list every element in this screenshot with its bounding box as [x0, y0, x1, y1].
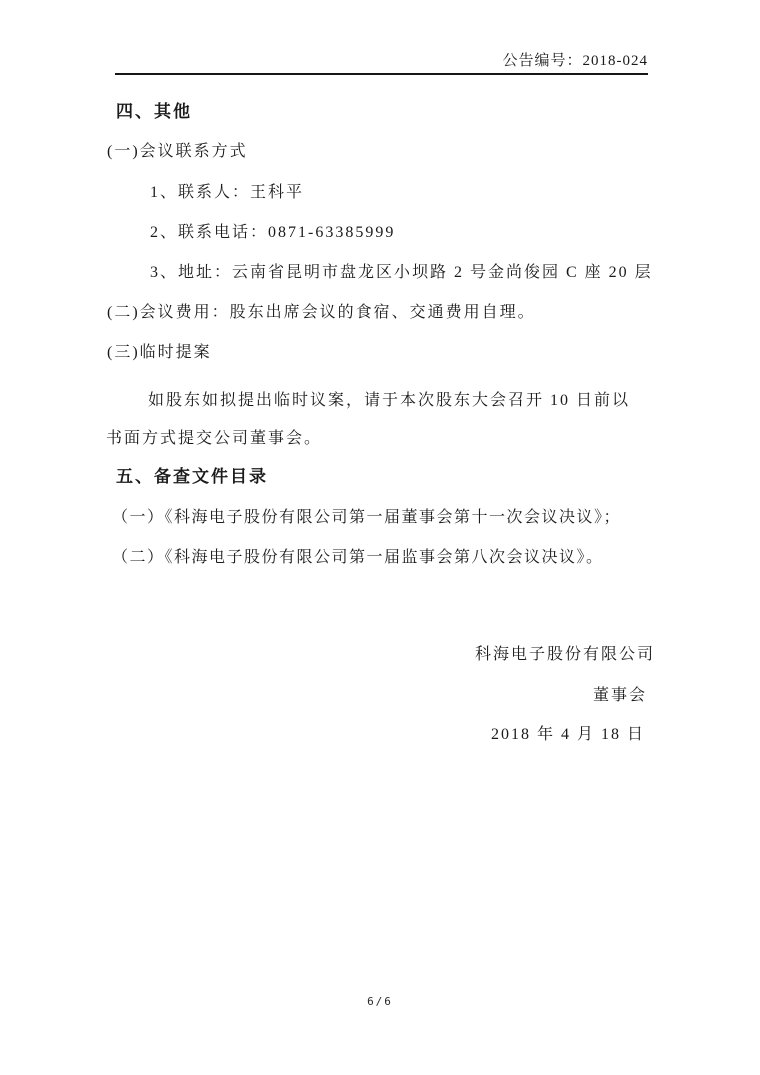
reference-document-item: （一）《科海电子股份有限公司第一届董事会第十一次会议决议》； — [112, 509, 622, 526]
meeting-fee-item: (二)会议费用：股东出席会议的食宿、交通费用自理。 — [107, 304, 536, 321]
section-four-title: 四、其他 — [116, 102, 192, 121]
signature-date: 2018 年 4 月 18 日 — [490, 726, 645, 743]
interim-proposal-text-line1: 如股东如拟提出临时议案，请于本次股东大会召开 10 日前以 — [148, 392, 631, 409]
contact-person: 1、联系人：王科平 — [150, 184, 305, 201]
contact-address: 3、地址：云南省昆明市盘龙区小坝路 2 号金尚俊园 C 座 20 层 — [150, 264, 653, 281]
interim-proposal-heading: (三)临时提案 — [107, 344, 212, 361]
section-five-title: 五、备查文件目录 — [116, 467, 268, 486]
page-number: 6/6 — [367, 995, 393, 1008]
header-divider — [115, 73, 648, 75]
contact-phone: 2、联系电话：0871-63385999 — [150, 224, 396, 241]
reference-document-item: （二）《科海电子股份有限公司第一届监事会第八次会议决议》。 — [112, 549, 604, 566]
announcement-number: 公告编号：2018-024 — [502, 53, 648, 69]
interim-proposal-text-line2: 书面方式提交公司董事会。 — [106, 430, 323, 447]
signature-company-name: 科海电子股份有限公司 — [474, 646, 655, 663]
signature-board: 董事会 — [592, 687, 647, 704]
contact-method-heading: (一)会议联系方式 — [107, 143, 248, 160]
